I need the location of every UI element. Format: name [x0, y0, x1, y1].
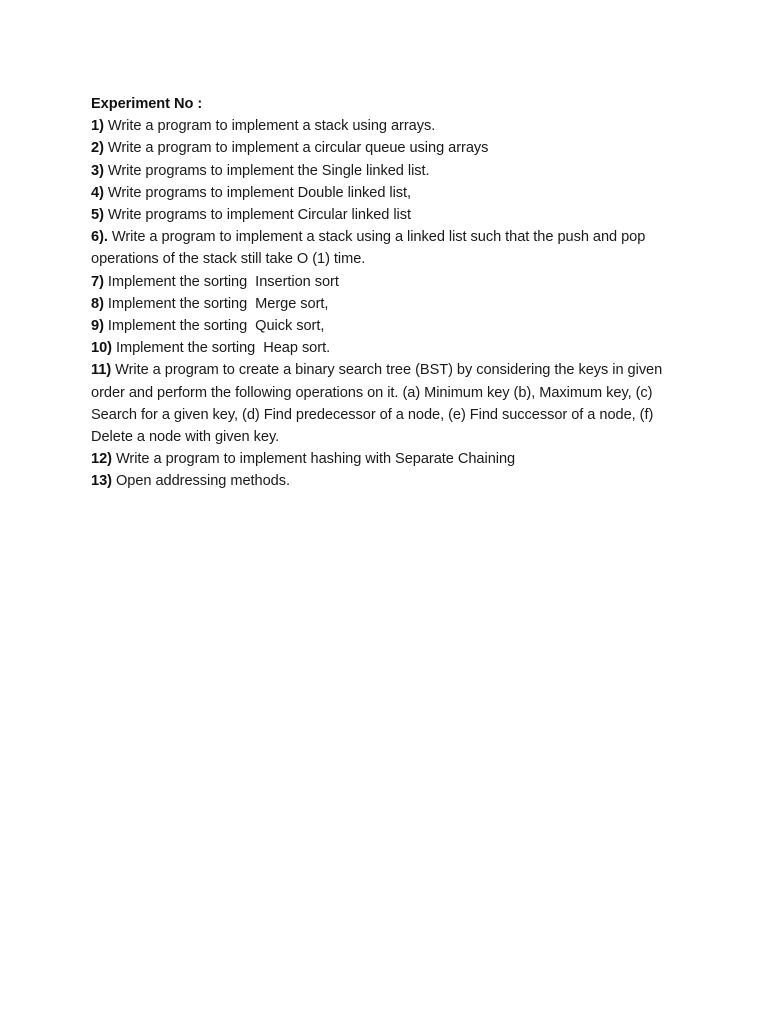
- experiment-list: [91, 93, 691, 493]
- item-number: 1): [91, 118, 104, 135]
- heading: Experiment No :: [91, 96, 203, 112]
- item-text: Write a program to implement a stack using arrays.: [103, 118, 436, 135]
- item-text: Open addressing methods.: [111, 473, 290, 490]
- item-text: Implement the sorting Quick sort,: [103, 318, 325, 335]
- item-text: Implement the sorting Insertion sort: [103, 273, 339, 290]
- item-text: Write programs to implement Double linked list,: [103, 184, 412, 201]
- list-item: [91, 137, 691, 159]
- item-number: 9): [91, 318, 104, 335]
- item-text: Write a program to create a binary search tree (BST) by considering the keys in given order and perform the following operations on it. (a) Minimum key (b), Maximum key, (c) Search for a given key, (d) Find predecessor of a node, (e) Find successor of a node, (f) Delete a node with given key.: [91, 362, 667, 446]
- item-number: 10): [91, 340, 112, 357]
- item-text: Implement the sorting Merge sort,: [103, 295, 329, 312]
- item-number: 7): [91, 273, 104, 290]
- list-item: [91, 293, 691, 315]
- item-number: 5): [91, 207, 104, 224]
- list-item: [91, 359, 691, 448]
- item-number: 4): [91, 184, 104, 201]
- item-text: Implement the sorting Heap sort.: [111, 340, 331, 357]
- item-number: 8): [91, 295, 104, 312]
- item-number: 6).: [91, 229, 108, 246]
- item-text: Write programs to implement the Single linked list.: [103, 162, 430, 179]
- list-item: [91, 182, 691, 204]
- item-text: Write a program to implement a stack using a linked list such that the push and pop operations of the stack still take O (1) time.: [91, 229, 650, 268]
- list-item: [91, 271, 691, 293]
- item-number: 2): [91, 140, 104, 157]
- item-number: 13): [91, 473, 112, 490]
- list-item: [91, 337, 691, 359]
- list-item: [91, 448, 691, 470]
- item-text: Write a program to implement a circular queue using arrays: [103, 140, 489, 157]
- item-text: Write programs to implement Circular linked list: [103, 207, 411, 224]
- list-item: [91, 315, 691, 337]
- item-number: 12): [91, 451, 112, 468]
- list-item: [91, 470, 691, 492]
- item-number: 11): [91, 362, 112, 379]
- item-number: 3): [91, 162, 104, 179]
- list-item: [91, 115, 691, 137]
- list-item: [91, 226, 691, 270]
- item-text: Write a program to implement hashing with Separate Chaining: [111, 451, 516, 468]
- list-item: [91, 204, 691, 226]
- list-item: [91, 160, 691, 182]
